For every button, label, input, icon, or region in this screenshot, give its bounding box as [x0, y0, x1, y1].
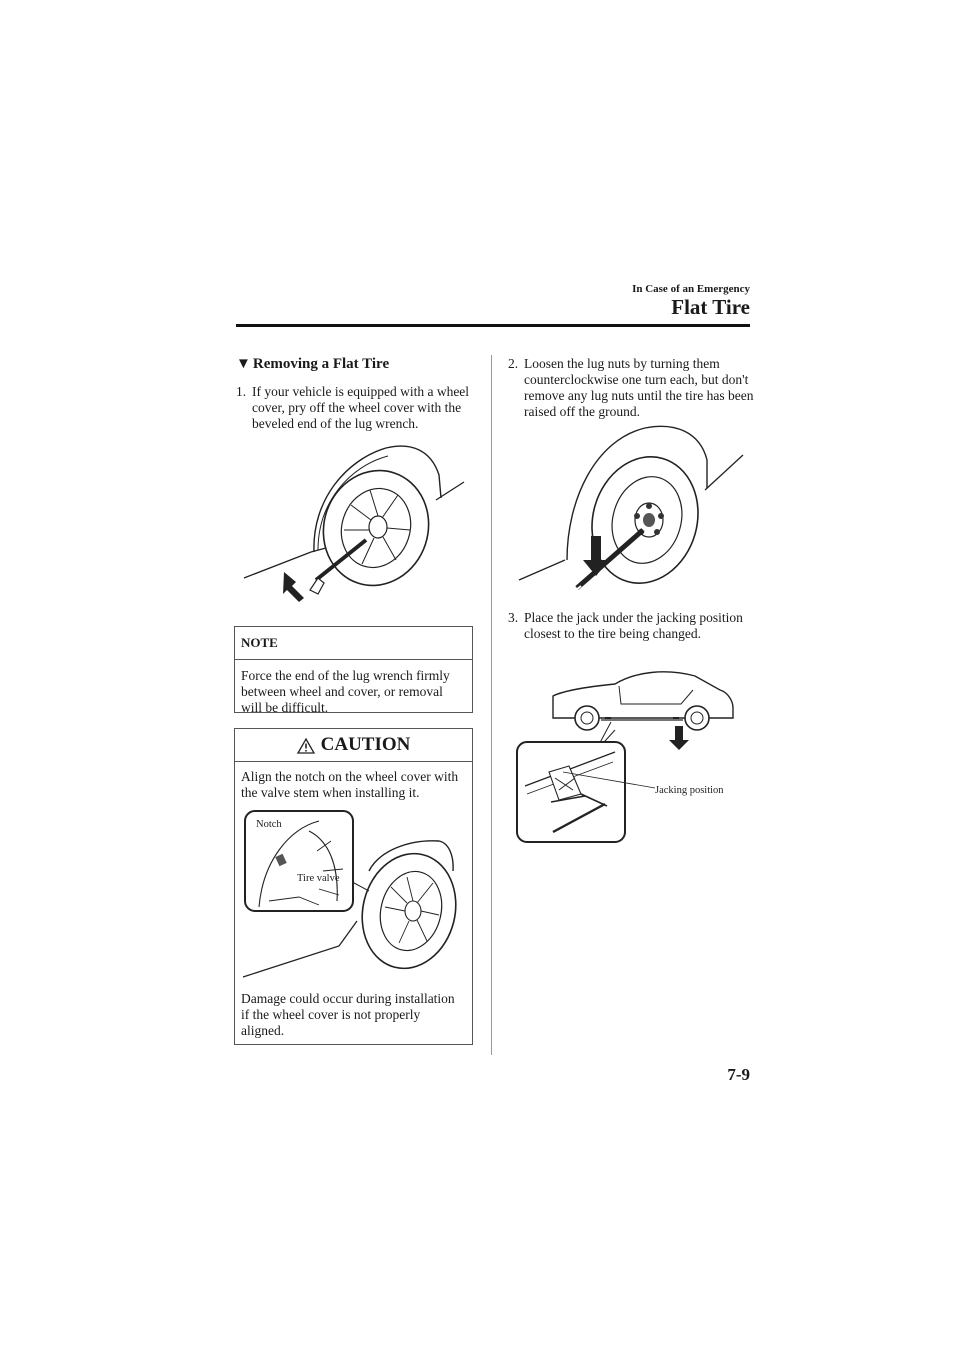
caution-footer: Damage could occur during installation if the wheel cover is not properly aligned. — [241, 991, 455, 1038]
section-label: In Case of an Emergency — [632, 283, 750, 295]
step-1 — [236, 384, 476, 432]
page-number: 7-9 — [727, 1065, 750, 1084]
wheel-cover-alignment-illustration — [239, 811, 469, 986]
column-divider — [491, 355, 492, 1055]
note-body: Force the end of the lug wrench firmly between wheel and cover, or removal will be difficult. — [241, 668, 450, 715]
section-heading — [236, 356, 389, 373]
section-heading-text: Removing a Flat Tire — [252, 356, 390, 372]
step-number: 2. — [508, 356, 519, 371]
caution-title-row — [235, 729, 472, 762]
step-2 — [508, 356, 754, 420]
caution-title: CAUTION — [320, 734, 411, 755]
step-number: 3. — [508, 610, 519, 625]
tire-valve-label: Tire valve — [297, 873, 340, 884]
triangle-marker-icon: ▼ — [236, 356, 251, 372]
step-text: Place the jack under the jacking position closest to the tire being changed. — [524, 610, 743, 641]
loosening-lug-nuts-illustration — [515, 420, 750, 595]
header-rule — [236, 324, 750, 327]
step-number: 1. — [236, 384, 247, 399]
note-title: NOTE — [235, 627, 472, 660]
caution-body: Align the notch on the wheel cover with the valve stem when installing it. — [241, 769, 459, 800]
notch-label: Notch — [256, 819, 282, 830]
step-text: If your vehicle is equipped with a wheel cover, pry off the wheel cover with the beveled end of the lug wrench. — [252, 384, 470, 431]
jacking-position-illustration — [515, 660, 750, 845]
wheel-cover-removal-illustration — [236, 440, 476, 610]
step-3 — [508, 610, 748, 642]
warning-triangle-icon — [297, 738, 315, 754]
jacking-position-label: Jacking position — [655, 785, 724, 796]
note-box — [234, 626, 473, 713]
step-text: Loosen the lug nuts by turning them counterclockwise one turn each, but don't remove any lug nuts until the tire has been raised off the ground. — [524, 356, 754, 419]
caution-box — [234, 728, 473, 1045]
page-title: Flat Tire — [671, 295, 750, 319]
